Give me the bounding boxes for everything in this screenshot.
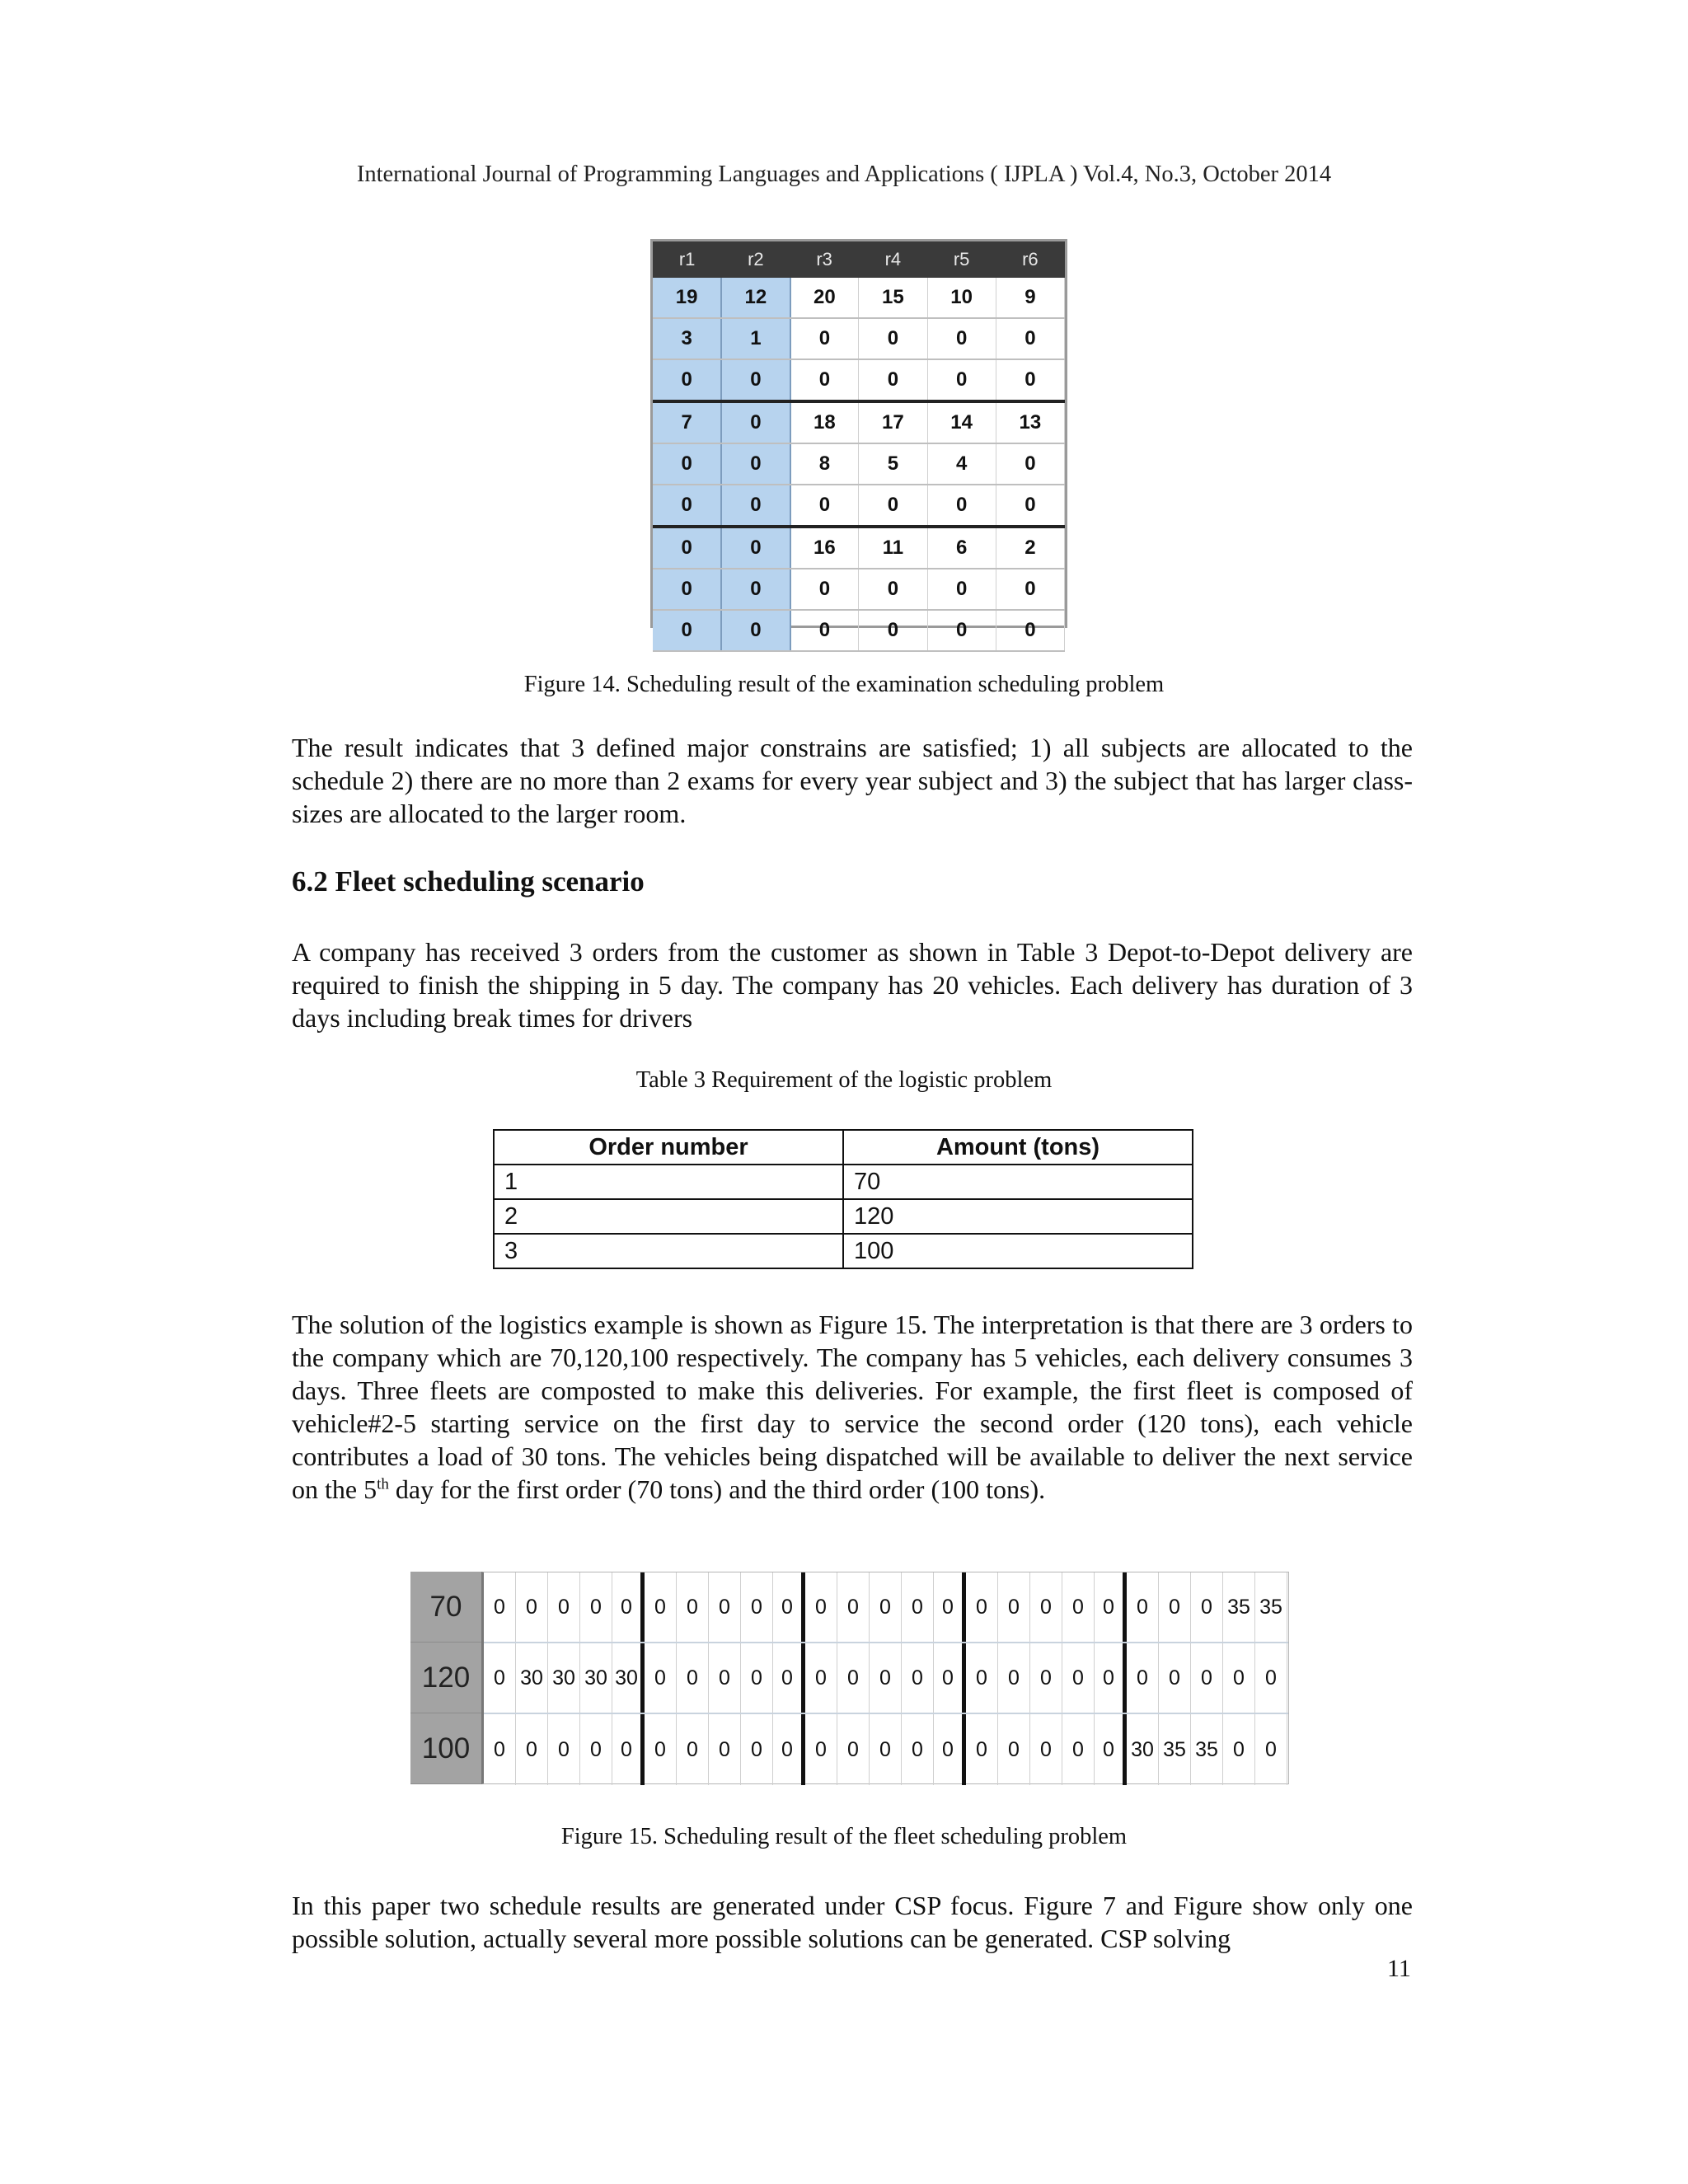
schedule-cell: 3 — [653, 318, 721, 359]
schedule-row — [653, 278, 1065, 318]
fleet-row — [484, 1714, 1288, 1785]
table-cell: 3 — [494, 1234, 843, 1268]
fleet-cell: 35 — [1223, 1572, 1255, 1642]
fleet-cell: 0 — [1159, 1643, 1191, 1713]
schedule-cell: 17 — [859, 401, 927, 443]
fleet-cell: 0 — [709, 1572, 741, 1642]
fleet-cell: 0 — [580, 1714, 612, 1785]
page-number: 11 — [1387, 1955, 1411, 1982]
fleet-cell: 0 — [1191, 1643, 1223, 1713]
fleet-cell: 0 — [1030, 1714, 1062, 1785]
table-cell: 70 — [843, 1165, 1193, 1199]
fleet-cell: 0 — [998, 1643, 1030, 1713]
fleet-cell: 0 — [1127, 1572, 1159, 1642]
fleet-cell: 0 — [966, 1714, 998, 1785]
fleet-cell: 35 — [1159, 1714, 1191, 1785]
schedule-cell: 1 — [721, 318, 790, 359]
section-heading: 6.2 Fleet scheduling scenario — [292, 865, 645, 898]
schedule-cell: 0 — [721, 443, 790, 485]
schedule-cell: 0 — [790, 485, 859, 527]
schedule-cell: 8 — [790, 443, 859, 485]
paragraph-conclusion: In this paper two schedule results are generated under CSP focus. Figure 7 and Figure show only one possible solution, actually several more possible solutions can be generated. CSP solving — [292, 1891, 1413, 1953]
schedule-cell: 13 — [996, 401, 1064, 443]
fleet-cell: 30 — [1127, 1714, 1159, 1785]
table-row — [494, 1199, 1193, 1234]
schedule-cell: 6 — [927, 527, 996, 569]
fleet-cell: 0 — [805, 1643, 837, 1713]
fleet-cell: 0 — [998, 1714, 1030, 1785]
schedule-cell: 0 — [996, 359, 1064, 401]
fleet-cell: 0 — [484, 1572, 516, 1642]
fleet-cell: 0 — [677, 1714, 709, 1785]
schedule-cell: 15 — [859, 278, 927, 318]
fleet-cell: 0 — [1127, 1643, 1159, 1713]
schedule-row — [653, 610, 1065, 651]
table-3-requirements — [493, 1129, 1193, 1269]
schedule-cell: 0 — [859, 318, 927, 359]
table-header: Order number — [494, 1130, 843, 1165]
schedule-cell: 0 — [790, 569, 859, 610]
schedule-row — [653, 401, 1065, 443]
figure-14-caption: Figure 14. Scheduling result of the examination scheduling problem — [523, 672, 1165, 697]
paragraph-results: The result indicates that 3 defined major constrains are satisfied; 1) all subjects are allocated to the schedule 2) there are no more than 2 exams for every year subject and 3) the subject that has larger class-sizes are allocated to the larger room. — [292, 733, 1413, 828]
schedule-cell: 0 — [859, 610, 927, 651]
column-header: r5 — [927, 241, 996, 278]
schedule-cell: 0 — [927, 610, 996, 651]
schedule-cell: 0 — [721, 359, 790, 401]
schedule-cell: 0 — [790, 610, 859, 651]
fleet-cell: 30 — [612, 1643, 645, 1713]
fleet-cell: 0 — [773, 1714, 805, 1785]
fleet-cell: 0 — [805, 1714, 837, 1785]
schedule-cell: 18 — [790, 401, 859, 443]
schedule-cell: 11 — [859, 527, 927, 569]
fleet-cell: 0 — [902, 1714, 934, 1785]
fleet-cell: 0 — [612, 1572, 645, 1642]
schedule-cell: 0 — [721, 401, 790, 443]
schedule-row — [653, 527, 1065, 569]
schedule-cell: 2 — [996, 527, 1064, 569]
table-3-caption: Table 3 Requirement of the logistic problem — [635, 1067, 1053, 1093]
schedule-cell: 0 — [927, 359, 996, 401]
figure-14-header-row — [653, 241, 1065, 278]
fleet-cell: 0 — [1255, 1643, 1287, 1713]
fleet-cell: 0 — [645, 1643, 677, 1713]
fleet-cell: 0 — [1062, 1714, 1095, 1785]
fleet-row — [484, 1643, 1288, 1714]
superscript: th — [377, 1475, 389, 1493]
fleet-cell: 0 — [1030, 1572, 1062, 1642]
fleet-cell: 0 — [1223, 1714, 1255, 1785]
table-cell: 1 — [494, 1165, 843, 1199]
table-row — [494, 1234, 1193, 1268]
schedule-cell: 14 — [927, 401, 996, 443]
schedule-cell: 0 — [790, 359, 859, 401]
fleet-cell: 0 — [1255, 1714, 1287, 1785]
table-cell: 120 — [843, 1199, 1193, 1234]
schedule-cell: 0 — [996, 318, 1064, 359]
fleet-cell: 0 — [870, 1572, 902, 1642]
figure-15-caption: Figure 15. Scheduling result of the fleet scheduling problem — [560, 1824, 1128, 1849]
schedule-cell: 0 — [653, 569, 721, 610]
schedule-cell: 0 — [653, 359, 721, 401]
running-header: International Journal of Programming Languages and Applications ( IJPLA ) Vol.4, No.3, October 2014 — [356, 162, 1332, 187]
fleet-cell: 0 — [870, 1643, 902, 1713]
fleet-cell: 0 — [741, 1643, 773, 1713]
fleet-cell: 30 — [516, 1643, 548, 1713]
paragraph-text: day for the first order (70 tons) and the third order (100 tons). — [388, 1474, 1046, 1504]
fleet-cell: 0 — [966, 1572, 998, 1642]
fleet-cell: 0 — [709, 1643, 741, 1713]
fleet-cell: 0 — [1062, 1643, 1095, 1713]
fleet-cell: 0 — [677, 1643, 709, 1713]
fleet-cell: 0 — [966, 1643, 998, 1713]
fleet-cell: 0 — [645, 1714, 677, 1785]
fleet-cell: 0 — [1062, 1572, 1095, 1642]
fleet-cell: 0 — [709, 1714, 741, 1785]
schedule-row — [653, 318, 1065, 359]
fleet-cell: 0 — [773, 1572, 805, 1642]
fleet-cell: 30 — [580, 1643, 612, 1713]
schedule-cell: 12 — [721, 278, 790, 318]
fleet-cell: 0 — [516, 1714, 548, 1785]
paragraph-fleet-intro: A company has received 3 orders from the customer as shown in Table 3 Depot-to-Depot delivery are required to finish the shipping in 5 day. The company has 20 vehicles. Each delivery has duration of 3 days including break times for drivers — [292, 937, 1413, 1033]
column-header: r1 — [653, 241, 721, 278]
schedule-cell: 0 — [996, 485, 1064, 527]
fleet-cell: 35 — [1255, 1572, 1287, 1642]
fleet-cell: 0 — [1223, 1643, 1255, 1713]
paragraph-fleet-solution — [292, 1308, 1413, 1506]
column-header: r2 — [721, 241, 790, 278]
schedule-cell: 0 — [927, 485, 996, 527]
schedule-cell: 7 — [653, 401, 721, 443]
schedule-cell: 0 — [721, 485, 790, 527]
fleet-cell: 0 — [934, 1572, 966, 1642]
fleet-cell: 0 — [902, 1643, 934, 1713]
fleet-cell: 35 — [1191, 1714, 1223, 1785]
fleet-cell: 0 — [934, 1714, 966, 1785]
fleet-cell: 0 — [1095, 1643, 1127, 1713]
fleet-cell: 0 — [677, 1572, 709, 1642]
fleet-cell: 0 — [741, 1714, 773, 1785]
table-header: Amount (tons) — [843, 1130, 1193, 1165]
schedule-cell: 0 — [721, 610, 790, 651]
schedule-row — [653, 569, 1065, 610]
fleet-row — [484, 1572, 1288, 1643]
schedule-cell: 0 — [721, 569, 790, 610]
figure-14-schedule-table — [650, 239, 1067, 641]
fleet-cell: 0 — [837, 1643, 870, 1713]
fleet-cell: 0 — [548, 1714, 580, 1785]
schedule-row — [653, 485, 1065, 527]
schedule-cell: 0 — [996, 443, 1064, 485]
fleet-cell: 0 — [773, 1643, 805, 1713]
schedule-cell: 20 — [790, 278, 859, 318]
schedule-cell: 0 — [653, 443, 721, 485]
fleet-cell: 30 — [548, 1643, 580, 1713]
schedule-cell: 16 — [790, 527, 859, 569]
schedule-cell: 0 — [859, 569, 927, 610]
schedule-row — [653, 359, 1065, 401]
column-header: r3 — [790, 241, 859, 278]
fleet-cell: 0 — [516, 1572, 548, 1642]
schedule-cell: 0 — [927, 318, 996, 359]
fleet-grid-cells — [481, 1572, 1289, 1784]
order-label: 100 — [410, 1713, 481, 1784]
fleet-cell: 0 — [484, 1714, 516, 1785]
fleet-cell: 0 — [805, 1572, 837, 1642]
fleet-cell: 0 — [837, 1572, 870, 1642]
schedule-row — [653, 443, 1065, 485]
schedule-cell: 0 — [653, 527, 721, 569]
fleet-cell: 0 — [1030, 1643, 1062, 1713]
schedule-cell: 0 — [859, 485, 927, 527]
schedule-cell: 0 — [927, 569, 996, 610]
schedule-cell: 0 — [996, 569, 1064, 610]
fleet-cell: 0 — [837, 1714, 870, 1785]
schedule-cell: 0 — [721, 527, 790, 569]
schedule-cell: 0 — [790, 318, 859, 359]
figure-15-fleet-grid — [410, 1572, 1289, 1784]
table-cell: 2 — [494, 1199, 843, 1234]
order-label: 70 — [410, 1572, 481, 1643]
fleet-cell: 0 — [1095, 1714, 1127, 1785]
schedule-cell: 19 — [653, 278, 721, 318]
fleet-cell: 0 — [484, 1643, 516, 1713]
fleet-cell: 0 — [741, 1572, 773, 1642]
column-header: r4 — [859, 241, 927, 278]
fleet-cell: 0 — [580, 1572, 612, 1642]
fleet-cell: 0 — [612, 1714, 645, 1785]
fleet-cell: 0 — [645, 1572, 677, 1642]
order-labels — [410, 1572, 481, 1784]
fleet-cell: 0 — [998, 1572, 1030, 1642]
schedule-cell: 4 — [927, 443, 996, 485]
table-cell: 100 — [843, 1234, 1193, 1268]
order-label: 120 — [410, 1643, 481, 1713]
schedule-cell: 5 — [859, 443, 927, 485]
paragraph-text: The solution of the logistics example is shown as Figure 15. The interpretation is that there are 3 orders to the company which are 70,120,100 respectively. The company has 5 vehicles, each delivery consumes 3 days. Three fleets are composted to make this deliveries. For example, the first fleet is composed of vehicle#2-5 starting service on the first day to service the second order (120 tons), each vehicle contributes a load of 30 tons. The vehicles being dispatched will be available to deliver the next service on the 5 — [292, 1310, 1413, 1504]
fleet-cell: 0 — [1159, 1572, 1191, 1642]
column-header: r6 — [996, 241, 1064, 278]
schedule-cell: 0 — [859, 359, 927, 401]
fleet-cell: 0 — [934, 1643, 966, 1713]
schedule-cell: 0 — [996, 610, 1064, 651]
fleet-cell: 0 — [902, 1572, 934, 1642]
schedule-cell: 9 — [996, 278, 1064, 318]
fleet-cell: 0 — [548, 1572, 580, 1642]
fleet-cell: 0 — [1191, 1572, 1223, 1642]
schedule-cell: 0 — [653, 610, 721, 651]
schedule-cell: 10 — [927, 278, 996, 318]
table-row — [494, 1165, 1193, 1199]
schedule-cell: 0 — [653, 485, 721, 527]
fleet-cell: 0 — [870, 1714, 902, 1785]
fleet-cell: 0 — [1095, 1572, 1127, 1642]
figure-14-body — [653, 278, 1065, 651]
